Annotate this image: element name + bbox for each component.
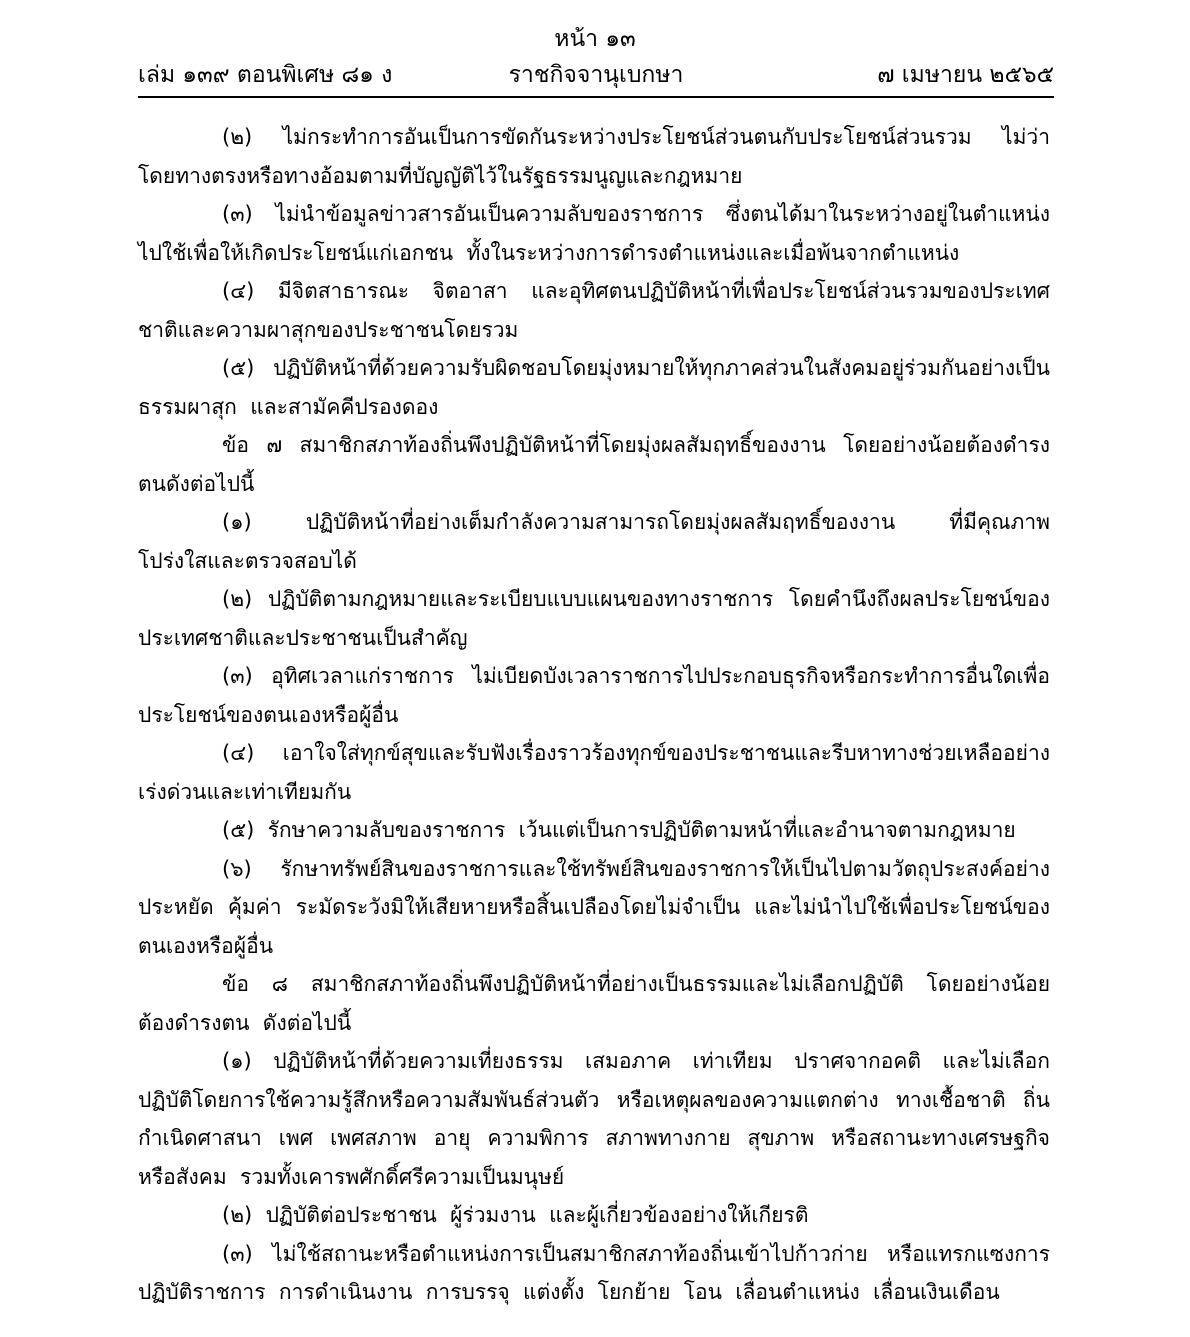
header-rule [138, 96, 1054, 98]
volume-issue: เล่ม ๑๓๙ ตอนพิเศษ ๘๑ ง [138, 62, 393, 88]
paragraph: (๑) ปฏิบัติหน้าที่อย่างเต็มกำลังความสามารถโดยมุ่งผลสัมฤทธิ์ของงาน ที่มีคุณภาพ โปร่งใสและตรวจสอบได้ [138, 510, 1064, 573]
paragraph: (๒) ปฏิบัติตามกฎหมายและระเบียบแบบแผนของทางราชการ โดยคำนึงถึงผลประโยชน์ของประเทศชาติและประชาชนเป็นสำคัญ [138, 587, 1050, 650]
paragraph: (๓) ไม่นำข้อมูลข่าวสารอันเป็นความลับของราชการ ซึ่งตนได้มาในระหว่างอยู่ในตำแหน่งไปใช้เพื่อให้เกิดประโยชน์แก่เอกชน ทั้งในระหว่างการดำรงตำแหน่งและเมื่อพ้นจากตำแหน่ง [138, 202, 1050, 265]
paragraph: (๖) รักษาทรัพย์สินของราชการและใช้ทรัพย์สินของราชการให้เป็นไปตามวัตถุประสงค์อย่างประหยัด คุ้มค่า ระมัดระวังมิให้เสียหายหรือสิ้นเปลืองโดยไม่จำเป็น และไม่นำไปใช้เพื่อประโยชน์ของตนเองหรือผู้อื่น [138, 856, 1050, 958]
paragraph: (๓) อุทิศเวลาแก่ราชการ ไม่เบียดบังเวลาราชการไปประกอบธุรกิจหรือกระทำการอื่นใดเพื่อประโยชน์ของตนเองหรือผู้อื่น [138, 664, 1050, 727]
page-number: หน้า ๑๓ [554, 26, 636, 52]
paragraph: (๑) ปฏิบัติหน้าที่ด้วยความเที่ยงธรรม เสมอภาค เท่าเทียม ปราศจากอคติ และไม่เลือกปฏิบัติโดยการใช้ความรู้สึกหรือความสัมพันธ์ส่วนตัว หรือเหตุผลของความแตกต่าง ทางเชื้อชาติ ถิ่นกำเนิดศาสนา เพศ เพศสภาพ อายุ ความพิการ สภาพทางกาย สุขภาพ หรือสถานะทางเศรษฐกิจหรือสังคม รวมทั้งเคารพศักดิ์ศรีความเป็นมนุษย์ [138, 1049, 1050, 1189]
publication-name: ราชกิจจานุเบกษา [508, 62, 684, 88]
paragraph: (๒) ไม่กระทำการอันเป็นการขัดกันระหว่างประโยชน์ส่วนตนกับประโยชน์ส่วนรวม ไม่ว่าโดยทางตรงหรือทางอ้อมตามที่บัญญัติไว้ในรัฐธรรมนูญและกฎหมาย [138, 125, 1050, 188]
paragraph: (๕) ปฏิบัติหน้าที่ด้วยความรับผิดชอบโดยมุ่งหมายให้ทุกภาคส่วนในสังคมอยู่ร่วมกันอย่างเป็นธรรมผาสุก และสามัคคีปรองดอง [138, 356, 1050, 419]
paragraph: (๔) เอาใจใส่ทุกข์สุขและรับฟังเรื่องราวร้องทุกข์ของประชาชนและรีบหาทางช่วยเหลืออย่างเร่งด่วนและเท่าเทียมกัน [138, 741, 1050, 804]
paragraph: (๔) มีจิตสาธารณะ จิตอาสา และอุทิศตนปฏิบัติหน้าที่เพื่อประโยชน์ส่วนรวมของประเทศชาติและความผาสุกของประชาชนโดยรวม [138, 279, 1050, 342]
paragraph: (๕) รักษาความลับของราชการ เว้นแต่เป็นการปฏิบัติตามหน้าที่และอำนาจตามกฎหมาย [222, 818, 1016, 842]
paragraph: (๓) ไม่ใช้สถานะหรือตำแหน่งการเป็นสมาชิกสภาท้องถิ่นเข้าไปก้าวก่าย หรือแทรกแซงการปฏิบัติราชการ การดำเนินงาน การบรรจุ แต่งตั้ง โยกย้าย โอน เลื่อนตำแหน่ง เลื่อนเงินเดือน [138, 1241, 1050, 1304]
clause-heading: ข้อ ๗ สมาชิกสภาท้องถิ่นพึงปฏิบัติหน้าที่โดยมุ่งผลสัมฤทธิ์ของงาน โดยอย่างน้อยต้องดำรงตนดังต่อไปนี้ [138, 433, 1050, 496]
gazette-header [138, 58, 1054, 92]
publication-date: ๗ เมษายน ๒๕๖๕ [877, 62, 1054, 88]
paragraph: (๒) ปฏิบัติต่อประชาชน ผู้ร่วมงาน และผู้เกี่ยวข้องอย่างให้เกียรติ [222, 1203, 809, 1227]
document-body [138, 118, 1064, 1312]
clause-heading: ข้อ ๘ สมาชิกสภาท้องถิ่นพึงปฏิบัติหน้าที่อย่างเป็นธรรมและไม่เลือกปฏิบัติ โดยอย่างน้อยต้องดำรงตน ดังต่อไปนี้ [138, 972, 1050, 1035]
